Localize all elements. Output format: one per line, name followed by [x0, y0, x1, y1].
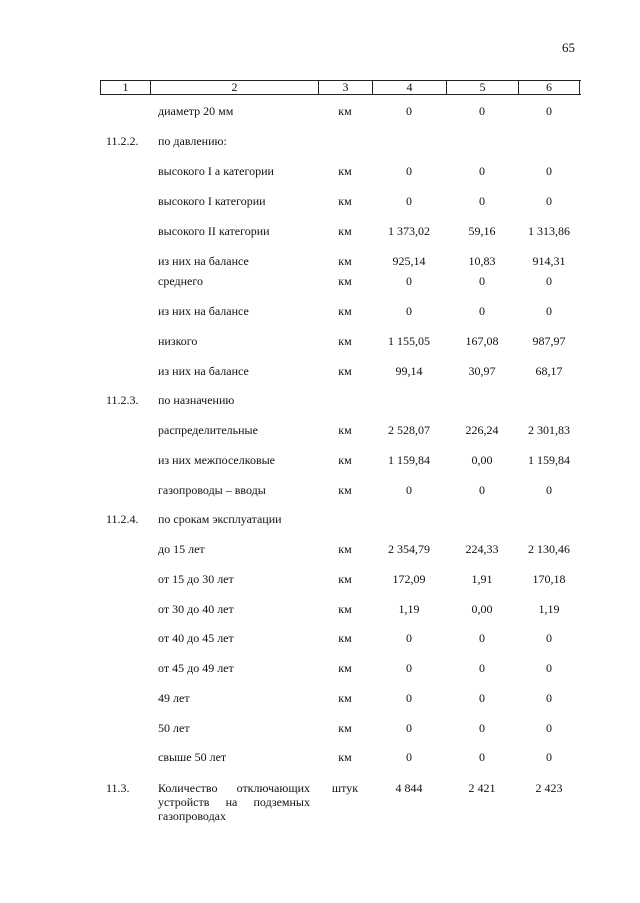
row-value-4: 1 155,05	[388, 334, 430, 348]
row-name: от 40 до 45 лет	[158, 631, 234, 645]
row-name: из них на балансе	[158, 304, 249, 318]
row-unit: км	[338, 691, 352, 705]
row-value-5: 0	[479, 721, 485, 735]
row-name: газопроводы – вводы	[158, 483, 266, 497]
row-name: по давлению:	[158, 134, 227, 148]
header-cell-6: 6	[519, 81, 580, 94]
row-value-6: 0	[546, 631, 552, 645]
row-name: высокого I а категории	[158, 164, 274, 178]
row-value-5: 0	[479, 483, 485, 497]
row-value-5: 0	[479, 304, 485, 318]
row-unit: км	[338, 304, 352, 318]
row-value-4: 1,19	[398, 602, 420, 616]
row-number: 11.3.	[106, 781, 130, 795]
row-unit: км	[338, 423, 352, 437]
row-value-4: 1 373,02	[388, 224, 430, 238]
row-value-5: 226,24	[465, 423, 499, 437]
row-value-6: 68,17	[535, 364, 563, 378]
row-value-4: 2 528,07	[388, 423, 430, 437]
row-name: по назначению	[158, 393, 235, 407]
table-header	[100, 80, 581, 95]
row-name-line: устройств на подземных	[158, 795, 310, 809]
row-value-6: 0	[546, 661, 552, 675]
row-number: 11.2.4.	[106, 512, 139, 526]
row-value-6: 2 130,46	[528, 542, 570, 556]
row-name: до 15 лет	[158, 542, 205, 556]
row-unit: км	[338, 334, 352, 348]
row-unit: км	[338, 542, 352, 556]
row-unit: км	[338, 602, 352, 616]
row-name-line: газопроводах	[158, 809, 227, 823]
row-value-6: 0	[546, 750, 552, 764]
row-value-6: 0	[546, 483, 552, 497]
row-name: 49 лет	[158, 691, 190, 705]
row-value-4: 0	[406, 661, 412, 675]
row-value-6: 0	[546, 691, 552, 705]
row-number: 11.2.3.	[106, 393, 139, 407]
page-number: 65	[562, 40, 575, 55]
row-name: от 30 до 40 лет	[158, 602, 234, 616]
row-value-5: 0	[479, 691, 485, 705]
row-unit: км	[338, 104, 352, 118]
row-unit: км	[338, 483, 352, 497]
row-name: среднего	[158, 274, 203, 288]
row-value-4: 172,09	[392, 572, 426, 586]
row-value-6: 1 313,86	[528, 224, 570, 238]
row-value-5: 0	[479, 194, 485, 208]
row-value-5: 0,00	[471, 453, 493, 467]
row-unit: км	[338, 453, 352, 467]
row-name: низкого	[158, 334, 198, 348]
row-name: свыше 50 лет	[158, 750, 227, 764]
row-name: по срокам эксплуатации	[158, 512, 282, 526]
row-value-4: 0	[406, 691, 412, 705]
row-value-5: 30,97	[468, 364, 496, 378]
row-unit: км	[338, 661, 352, 675]
row-number: 11.2.2.	[106, 134, 139, 148]
header-cell-4: 4	[373, 81, 447, 94]
row-value-6: 2 423	[535, 781, 563, 795]
row-name: от 45 до 49 лет	[158, 661, 234, 675]
header-cell-3: 3	[319, 81, 373, 94]
row-name: из них на балансе	[158, 364, 249, 378]
row-value-4: 99,14	[395, 364, 423, 378]
row-value-6: 0	[546, 721, 552, 735]
row-value-4: 0	[406, 750, 412, 764]
row-value-4: 0	[406, 721, 412, 735]
row-name: высокого II категории	[158, 224, 270, 238]
row-name: диаметр 20 мм	[158, 104, 234, 118]
row-value-5: 0,00	[471, 602, 493, 616]
header-cell-1: 1	[101, 81, 151, 94]
row-unit: км	[338, 631, 352, 645]
row-value-4: 0	[406, 274, 412, 288]
row-value-5: 0	[479, 631, 485, 645]
row-value-6: 914,31	[532, 254, 566, 268]
row-value-4: 1 159,84	[388, 453, 430, 467]
header-cell-2: 2	[151, 81, 319, 94]
row-value-4: 0	[406, 194, 412, 208]
row-name: из них на балансе	[158, 254, 249, 268]
row-name: из них межпоселковые	[158, 453, 275, 467]
row-unit: км	[338, 572, 352, 586]
row-value-6: 1 159,84	[528, 453, 570, 467]
row-value-6: 170,18	[532, 572, 566, 586]
row-value-4: 4 844	[395, 781, 423, 795]
row-unit: км	[338, 194, 352, 208]
row-name: 50 лет	[158, 721, 190, 735]
row-value-6: 0	[546, 274, 552, 288]
row-unit: км	[338, 164, 352, 178]
header-cell-5: 5	[447, 81, 519, 94]
row-name-line: Количество отключающих	[158, 781, 310, 795]
row-value-4: 2 354,79	[388, 542, 430, 556]
row-value-5: 1,91	[471, 572, 493, 586]
row-value-5: 167,08	[465, 334, 499, 348]
row-value-6: 1,19	[538, 602, 560, 616]
row-value-4: 0	[406, 164, 412, 178]
row-name: от 15 до 30 лет	[158, 572, 234, 586]
row-value-5: 0	[479, 164, 485, 178]
row-value-6: 2 301,83	[528, 423, 570, 437]
row-name	[158, 781, 310, 823]
row-value-6: 0	[546, 164, 552, 178]
row-value-5: 10,83	[468, 254, 496, 268]
row-value-6: 0	[546, 194, 552, 208]
row-value-4: 925,14	[392, 254, 426, 268]
row-value-5: 59,16	[468, 224, 496, 238]
row-value-6: 0	[546, 304, 552, 318]
row-unit: км	[338, 274, 352, 288]
row-name: распределительные	[158, 423, 258, 437]
row-value-5: 0	[479, 104, 485, 118]
row-unit: км	[338, 750, 352, 764]
row-value-5: 2 421	[468, 781, 496, 795]
row-value-6: 987,97	[532, 334, 566, 348]
row-value-4: 0	[406, 104, 412, 118]
row-value-4: 0	[406, 483, 412, 497]
row-unit: км	[338, 254, 352, 268]
row-name: высокого I категории	[158, 194, 266, 208]
row-unit: км	[338, 721, 352, 735]
row-value-5: 224,33	[465, 542, 499, 556]
row-unit: км	[338, 364, 352, 378]
row-unit: штук	[331, 781, 359, 795]
row-unit: км	[338, 224, 352, 238]
row-value-4: 0	[406, 304, 412, 318]
row-value-5: 0	[479, 661, 485, 675]
row-value-6: 0	[546, 104, 552, 118]
row-value-5: 0	[479, 274, 485, 288]
row-value-4: 0	[406, 631, 412, 645]
row-value-5: 0	[479, 750, 485, 764]
